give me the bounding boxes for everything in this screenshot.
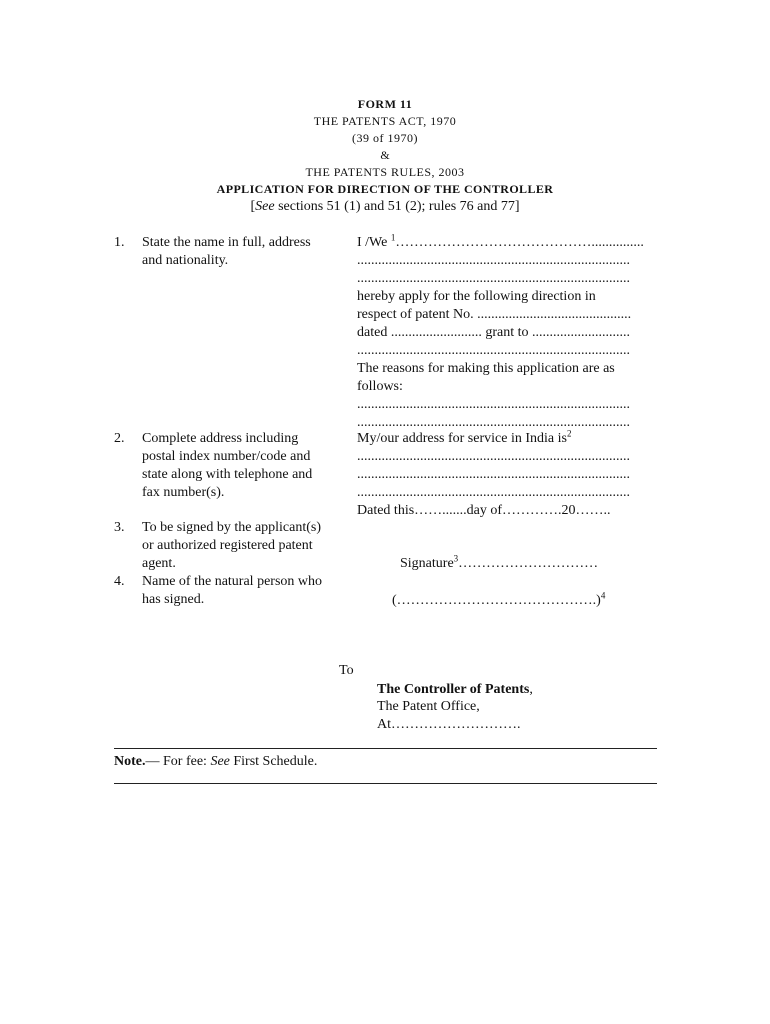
reasons-text: The reasons for making this application are as	[357, 361, 615, 376]
item-number: 1.	[114, 235, 125, 250]
item-label: postal index number/code and	[142, 449, 311, 464]
dotted-line[interactable]: ..............................................................................	[357, 253, 630, 268]
signer-name-field[interactable]: (…………………………………….)$^4$	[392, 590, 606, 608]
item-number: 2.	[114, 431, 125, 446]
item-label: fax number(s).	[142, 485, 225, 500]
item-label: state along with telephone and	[142, 467, 313, 482]
item-label: Complete address including	[142, 431, 299, 446]
form-title: APPLICATION FOR DIRECTION OF THE CONTROLLER	[216, 182, 554, 196]
fee-note: Note.— For fee: See First Schedule.	[114, 754, 318, 769]
item-label: To be signed by the applicant(s)	[142, 520, 322, 535]
form-number: FORM 11	[357, 97, 413, 111]
item-label: agent.	[142, 556, 176, 571]
item-label: or authorized registered patent	[142, 538, 313, 553]
item-label: State the name in full, address	[142, 235, 311, 250]
dotted-line[interactable]: ..............................................................................	[357, 397, 630, 412]
act-title: THE PATENTS ACT, 1970	[313, 114, 457, 128]
see-sections: [See sections 51 (1) and 51 (2); rules 76 and 77]	[250, 199, 520, 214]
dotted-line[interactable]: ..............................................................................	[357, 271, 630, 286]
item-label: and nationality.	[142, 253, 229, 268]
item-number: 4.	[114, 574, 125, 589]
dotted-line[interactable]: ..............................................................................	[357, 449, 630, 464]
dated-grant-field[interactable]: dated .......................... grant to ............................	[357, 325, 630, 340]
controller-of-patents: The Controller of Patents,	[377, 682, 533, 697]
dotted-line[interactable]: ..............................................................................	[357, 467, 630, 482]
patent-office: The Patent Office,	[377, 699, 480, 714]
to-label: To	[339, 663, 354, 678]
office-location-field[interactable]: At……………………….	[377, 717, 521, 732]
apply-text: hereby apply for the following direction in	[357, 289, 596, 304]
dotted-line[interactable]: ..............................................................................	[357, 343, 630, 358]
item-label: Name of the natural person who	[142, 574, 322, 589]
reasons-text: follows:	[357, 379, 403, 394]
ampersand: &	[380, 148, 390, 162]
dated-this-field[interactable]: Dated this…….......day of………….20……..	[357, 503, 611, 518]
patent-number-field[interactable]: respect of patent No. ............................................	[357, 307, 632, 322]
item-label: has signed.	[142, 592, 205, 607]
item-number: 3.	[114, 520, 125, 535]
dotted-line[interactable]: ..............................................................................	[357, 485, 630, 500]
divider	[114, 783, 657, 784]
signature-field[interactable]: Signature$^3$…………………………	[400, 553, 599, 571]
applicant-name-field[interactable]: I /We $^1$……………………………………...............	[357, 232, 644, 250]
rules-title: THE PATENTS RULES, 2003	[305, 165, 465, 179]
dotted-line[interactable]: ..............................................................................	[357, 415, 630, 430]
address-text: My/our address for service in India $is^2$	[357, 428, 572, 446]
divider	[114, 748, 657, 749]
act-number: (39 of 1970)	[352, 131, 418, 145]
